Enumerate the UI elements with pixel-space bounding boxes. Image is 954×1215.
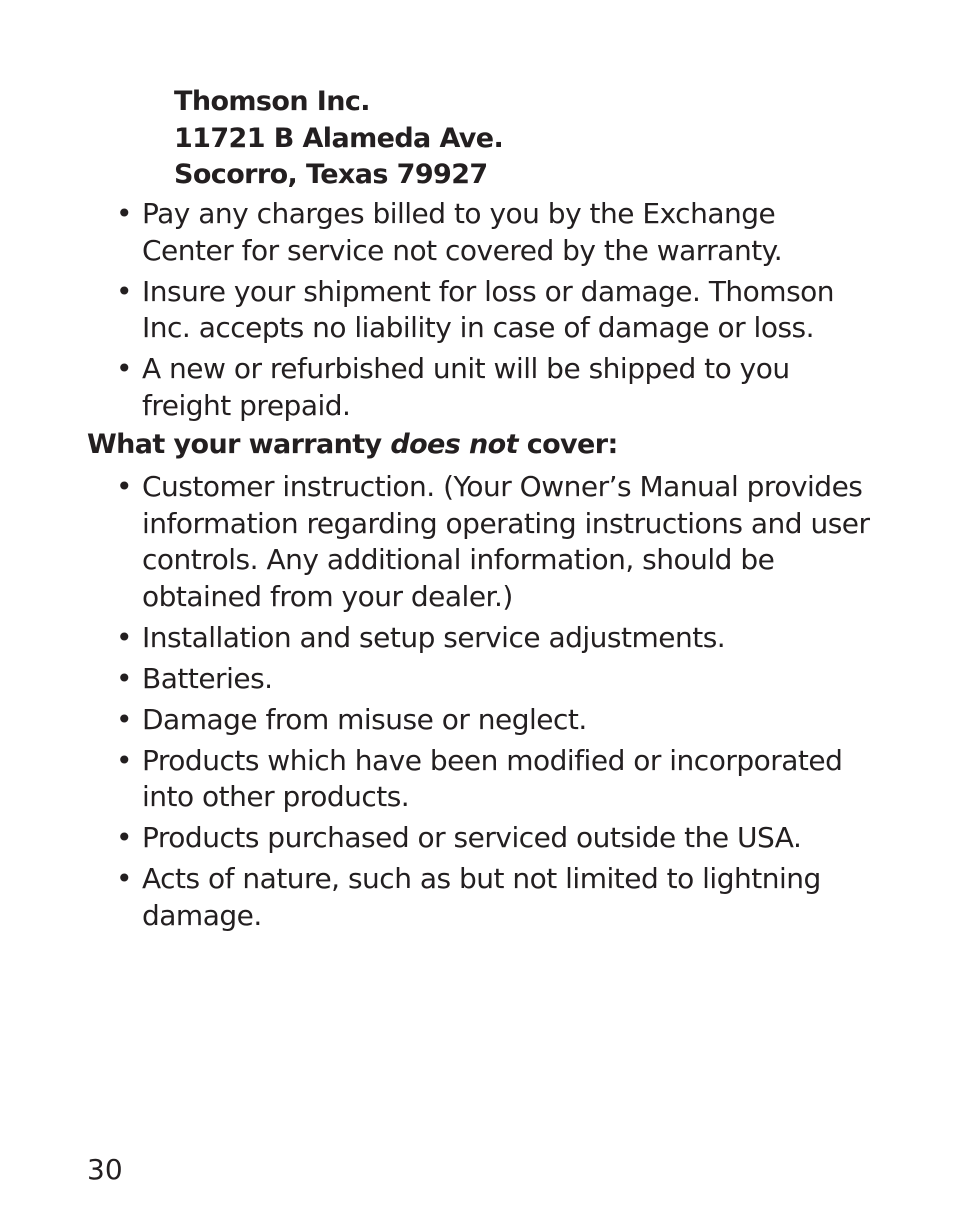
mailing-address <box>174 84 503 194</box>
address-street: 11721 B Alameda Ave. <box>174 122 504 154</box>
customer-responsibilities-list <box>112 196 872 429</box>
bullet-icon: • <box>116 470 133 503</box>
bullet-icon: • <box>116 862 133 895</box>
list-item-text: Products purchased or serviced outside the USA. <box>142 821 802 854</box>
bullet-icon: • <box>116 743 133 777</box>
list-item <box>112 702 872 739</box>
list-item-text: Batteries. <box>142 661 273 695</box>
bullet-icon: • <box>116 661 133 695</box>
list-item-text: Products which have been modified or incorporated into other products. <box>142 743 843 813</box>
bullet-icon: • <box>116 197 133 230</box>
address-company: Thomson Inc. <box>174 86 370 117</box>
list-item <box>112 861 872 934</box>
list-item-text: Customer instruction. (Your Owner’s Manual provides information regarding operating instructions and user controls. Any additional information, should be obtained from your dealer.) <box>142 470 870 613</box>
list-item <box>112 743 872 816</box>
bullet-icon: • <box>116 702 133 736</box>
not-covered-heading <box>87 427 618 464</box>
page-number: 30 <box>87 1153 123 1186</box>
list-item <box>112 274 872 347</box>
heading-text-end: cover: <box>517 429 618 460</box>
list-item <box>112 620 872 657</box>
list-item-text: Insure your shipment for loss or damage. Thomson Inc. accepts no liability in case of damage or loss. <box>142 274 835 344</box>
bullet-icon: • <box>116 352 133 385</box>
bullet-icon: • <box>116 620 133 654</box>
list-item-text: Acts of nature, such as but not limited to lightning damage. <box>142 862 821 932</box>
list-item <box>112 469 872 615</box>
heading-emphasis: does not <box>390 429 518 460</box>
heading-text-start: What your warranty <box>87 429 391 460</box>
list-item <box>112 820 872 857</box>
list-item-text: Installation and setup service adjustments. <box>142 620 726 654</box>
not-covered-list <box>112 469 872 939</box>
list-item-text: Pay any charges billed to you by the Exchange Center for service not covered by the warranty. <box>142 197 783 267</box>
list-item-text: A new or refurbished unit will be shipped to you freight prepaid. <box>142 352 790 422</box>
bullet-icon: • <box>116 821 133 854</box>
bullet-icon: • <box>116 274 133 308</box>
list-item <box>112 661 872 698</box>
list-item-text: Damage from misuse or neglect. <box>142 702 587 736</box>
list-item <box>112 351 872 424</box>
address-city-state-zip: Socorro, Texas 79927 <box>174 159 488 190</box>
list-item <box>112 196 872 269</box>
